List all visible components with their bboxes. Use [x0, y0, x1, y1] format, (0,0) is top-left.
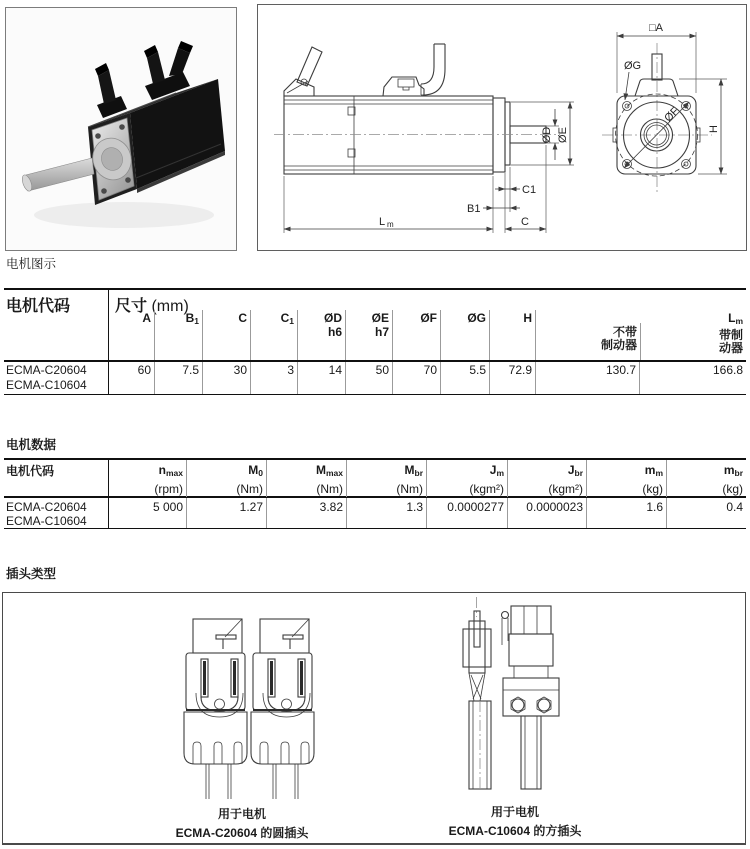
- dim-col-header: 不带 制动器: [536, 310, 640, 360]
- data-col-value: 0.0000277: [427, 498, 508, 528]
- data-col-value: 3.82: [267, 498, 347, 528]
- data-col-header: M0 (Nm): [187, 460, 267, 497]
- dim-label-f: ØF: [662, 105, 682, 125]
- dim-col-value: 72.9: [490, 362, 536, 394]
- dim-label-phi-d: ØD: [541, 126, 553, 144]
- dimensions-table-body: [4, 362, 746, 395]
- dim-col-header: ØD h6: [298, 310, 346, 360]
- model-code: ECMA-C10604: [6, 514, 87, 528]
- dim-col-header: C1: [251, 310, 298, 360]
- data-col-value: 1.27: [187, 498, 267, 528]
- data-col-header: mm (kg): [587, 460, 667, 497]
- plug-type-title: 插头类型: [6, 567, 57, 581]
- dim-col-header: ØF: [393, 310, 441, 360]
- dim-label-c: C: [521, 216, 529, 228]
- left-plug-caption-line1: 用于电机: [217, 807, 266, 821]
- motor-data-table-body: [4, 498, 746, 529]
- dim-label-a: □A: [649, 22, 663, 34]
- model-code: ECMA-C10604: [6, 378, 87, 392]
- dim-label-c1: C1: [522, 184, 537, 196]
- right-plug-caption-line2: ECMA-C10604 的方插头: [448, 824, 582, 838]
- dim-col-header: C: [203, 310, 251, 360]
- data-col-header: Jm (kgm²): [427, 460, 508, 497]
- motor-photo: [6, 8, 236, 250]
- header-spacer: [4, 310, 109, 360]
- side-view-drawing: [274, 44, 574, 233]
- model-cell: [4, 362, 109, 394]
- size-unit: (mm): [151, 298, 189, 315]
- data-col-value: 1.6: [587, 498, 667, 528]
- dim-col-header: B1: [155, 310, 203, 360]
- dim-label-b1: B1: [467, 203, 481, 215]
- dimensions-table-header: [4, 310, 746, 362]
- motor-data-title: 电机数据: [6, 438, 57, 452]
- model-code: ECMA-C20604: [6, 363, 87, 377]
- dim-col-value: 30: [203, 362, 251, 394]
- model-cell: [4, 498, 109, 528]
- dimension-drawings: [258, 5, 746, 250]
- data-col-value: 0.0000023: [508, 498, 587, 528]
- data-col-value: 0.4: [726, 500, 743, 514]
- motor-code-header: 电机代码: [4, 460, 109, 497]
- dim-label-lm: L: [378, 216, 386, 228]
- dim-label-lm-sub: m: [387, 220, 394, 229]
- dimensions-table: [4, 288, 746, 395]
- dim-col-value: 5.5: [441, 362, 490, 394]
- data-col-value: 5 000: [109, 498, 187, 528]
- square-plug-small-drawing: [463, 597, 491, 789]
- dimension-drawing-box: [257, 4, 747, 251]
- dim-label-g: ØG: [624, 60, 642, 72]
- model-code: ECMA-C20604: [6, 500, 87, 514]
- left-plug-caption-line2: ECMA-C20604 的圆插头: [175, 826, 309, 840]
- dim-col-value: 50: [346, 362, 393, 394]
- dim-col-value: 130.7: [536, 362, 640, 394]
- dim-col-value: 7.5: [155, 362, 203, 394]
- front-view-drawing: [602, 22, 727, 193]
- right-plug-caption-line1: 用于电机: [490, 805, 539, 819]
- plug-drawings: [3, 593, 745, 801]
- dim-col-header: ØE h7: [346, 310, 393, 360]
- motor-data-table: [4, 458, 746, 529]
- dim-label-h: H: [708, 125, 720, 133]
- motor-data-table-header: [4, 460, 746, 498]
- dim-col-value: 3: [251, 362, 298, 394]
- size-label: 尺寸: [115, 298, 148, 315]
- data-col-header: Mbr (Nm): [347, 460, 427, 497]
- dim-col-header: ØG: [441, 310, 490, 360]
- motor-image-caption: 电机图示: [6, 257, 57, 271]
- dim-col-header: H: [490, 310, 536, 360]
- data-col-header: Jbr (kgm²): [508, 460, 587, 497]
- dim-col-value: 166.8: [712, 363, 743, 377]
- square-plug-large-drawing: [502, 606, 560, 789]
- data-col-header: mbr (kg): [722, 463, 743, 496]
- dim-col-value: 70: [393, 362, 441, 394]
- motor-photo-box: [5, 7, 237, 251]
- dim-label-phi-e: ØE: [557, 127, 569, 143]
- dim-col-header: A: [109, 310, 155, 360]
- motor-code-header: 电机代码: [4, 290, 109, 310]
- data-col-header: nmax (rpm): [109, 460, 187, 497]
- dim-col-value: 14: [298, 362, 346, 394]
- data-col-value: 1.3: [347, 498, 427, 528]
- dim-col-header: Lm 带制 动器: [718, 311, 743, 355]
- dimensions-table-group-row: [4, 290, 746, 315]
- round-plug-drawing: [184, 619, 247, 799]
- data-col-header: Mmax (Nm): [267, 460, 347, 497]
- dim-col-value: 60: [109, 362, 155, 394]
